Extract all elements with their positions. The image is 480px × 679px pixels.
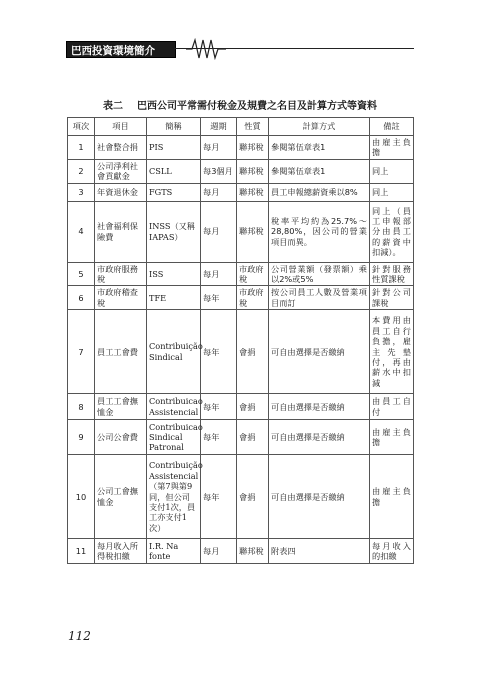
cell-remark: 由雇主負擔: [370, 136, 414, 160]
table-row: [68, 455, 414, 539]
table-row: [68, 539, 414, 564]
table-row: [68, 136, 414, 160]
table-row: [68, 420, 414, 455]
col-header-remark: 備註: [370, 118, 414, 136]
cell-abbr: FGTS: [147, 183, 201, 201]
cell-no: 9: [68, 420, 95, 455]
table-row: [68, 262, 414, 286]
header-title: 巴西投資環境簡介: [71, 45, 155, 57]
cell-remark: 同上: [370, 183, 414, 201]
cell-item: 社會整合捐: [95, 136, 147, 160]
cell-abbr: Contribuição Sindical: [147, 310, 201, 394]
cell-period: 每月: [201, 201, 237, 262]
cell-no: 3: [68, 183, 95, 201]
cell-remark: 同上（員工申報部分由員工的薪資中扣減）。: [370, 201, 414, 262]
cell-abbr: PIS: [147, 136, 201, 160]
cell-no: 7: [68, 310, 95, 394]
col-header-no: 項次: [68, 118, 95, 136]
cell-remark: 由雇主負擔: [370, 420, 414, 455]
cell-period: 每年: [201, 420, 237, 455]
cell-no: 4: [68, 201, 95, 262]
cell-method: 參閱第伍章表1: [269, 136, 370, 160]
cell-abbr: TFE: [147, 286, 201, 310]
cell-nature: 聯邦稅: [237, 183, 269, 201]
cell-method: 公司營業額（發票額）乘以2%或5%: [269, 262, 370, 286]
cell-abbr: I.R. Na fonte: [147, 539, 201, 564]
page-number: 112: [68, 629, 91, 643]
cell-method: 可自由選擇是否繳納: [269, 455, 370, 539]
cell-period: 每月: [201, 539, 237, 564]
cell-remark: 每月收入的扣繳: [370, 539, 414, 564]
cell-nature: 聯邦稅: [237, 136, 269, 160]
cell-method: 參閱第伍章表1: [269, 159, 370, 183]
running-header: [66, 38, 414, 60]
cell-nature: 市政府稅: [237, 262, 269, 286]
cell-abbr: Contribuição Assistencial（第7與第9同，但公司支付1次，員工亦支付1次）: [147, 455, 201, 539]
cell-nature: 會捐: [237, 394, 269, 420]
header-title-box: [66, 41, 176, 58]
cell-period: 每月: [201, 262, 237, 286]
cell-method: 附表四: [269, 539, 370, 564]
cell-period: 每年: [201, 286, 237, 310]
table-row: [68, 159, 414, 183]
cell-no: 11: [68, 539, 95, 564]
cell-abbr: INSS（又稱IAPAS）: [147, 201, 201, 262]
cell-nature: 聯邦稅: [237, 201, 269, 262]
table-title: 巴西公司平常需付稅金及規費之名目及計算方式等資料: [137, 101, 377, 112]
col-header-nature: 性質: [237, 118, 269, 136]
cell-period: 每3個月: [201, 159, 237, 183]
cell-item: 年資退休金: [95, 183, 147, 201]
cell-item: 公司淨利社會貢獻金: [95, 159, 147, 183]
cell-period: 每月: [201, 183, 237, 201]
cell-period: 每年: [201, 310, 237, 394]
cell-no: 8: [68, 394, 95, 420]
table-row: [68, 310, 414, 394]
cell-abbr: Contribuicao Sindical Patronal: [147, 420, 201, 455]
cell-item: 每月收入所得稅扣繳: [95, 539, 147, 564]
table-number: 表二: [103, 101, 123, 112]
cell-remark: 由員工自付: [370, 394, 414, 420]
cell-item: 員工工會撫恤金: [95, 394, 147, 420]
cell-nature: 會捐: [237, 455, 269, 539]
cell-method: 按公司員工人數及營業項目而訂: [269, 286, 370, 310]
cell-remark: 本費用由員工自行負擔，雇主先墊付，再由薪水中扣減: [370, 310, 414, 394]
tax-table: [67, 117, 414, 564]
cell-method: 可自由選擇是否繳納: [269, 420, 370, 455]
cell-item: 公司工會撫恤金: [95, 455, 147, 539]
cell-nature: 聯邦稅: [237, 539, 269, 564]
cell-abbr: ISS: [147, 262, 201, 286]
cell-nature: 會捐: [237, 420, 269, 455]
table-row: [68, 286, 414, 310]
cell-item: 員工工會費: [95, 310, 147, 394]
cell-no: 2: [68, 159, 95, 183]
cell-item: 市政府服務稅: [95, 262, 147, 286]
cell-nature: 聯邦稅: [237, 159, 269, 183]
col-header-method: 計算方式: [269, 118, 370, 136]
cell-remark: 同上: [370, 159, 414, 183]
cell-remark: 由雇主負擔: [370, 455, 414, 539]
cell-abbr: Contribuicao Assistencial: [147, 394, 201, 420]
table-row: [68, 201, 414, 262]
table-header-row: [68, 118, 414, 136]
table-row: [68, 183, 414, 201]
cell-period: 每月: [201, 136, 237, 160]
cell-no: 6: [68, 286, 95, 310]
pulse-wave-icon: [186, 38, 226, 60]
table-row: [68, 394, 414, 420]
col-header-item: 項目: [95, 118, 147, 136]
cell-remark: 針對公司課稅: [370, 286, 414, 310]
table-caption: [0, 97, 480, 112]
cell-method: 稅率平均約為25.7%～28,80%，因公司的營業項目而異。: [269, 201, 370, 262]
cell-nature: 市政府稅: [237, 286, 269, 310]
cell-no: 5: [68, 262, 95, 286]
cell-item: 公司公會費: [95, 420, 147, 455]
cell-abbr: CSLL: [147, 159, 201, 183]
cell-method: 員工申報總薪資乘以8%: [269, 183, 370, 201]
cell-method: 可自由選擇是否繳納: [269, 310, 370, 394]
cell-no: 10: [68, 455, 95, 539]
col-header-period: 週期: [201, 118, 237, 136]
cell-nature: 會捐: [237, 310, 269, 394]
cell-no: 1: [68, 136, 95, 160]
col-header-abbr: 簡稱: [147, 118, 201, 136]
cell-item: 市政府稽查稅: [95, 286, 147, 310]
cell-period: 每年: [201, 455, 237, 539]
cell-period: 每年: [201, 394, 237, 420]
cell-method: 可自由選擇是否繳納: [269, 394, 370, 420]
cell-item: 社會福利保險費: [95, 201, 147, 262]
cell-remark: 針對服務性質課稅: [370, 262, 414, 286]
